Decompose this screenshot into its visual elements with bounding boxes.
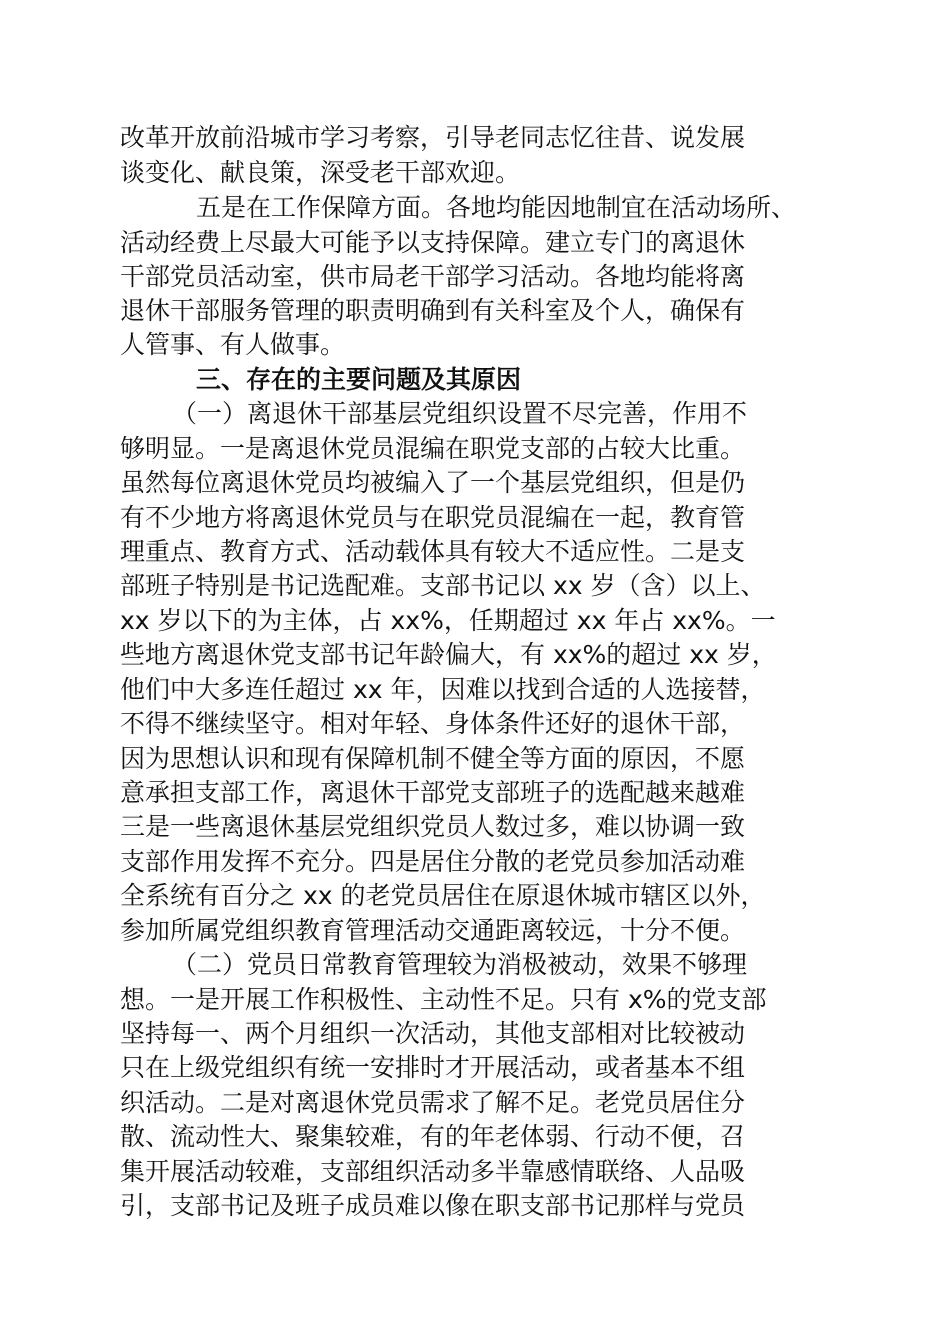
text-line: 些地方离退休党支部书记年龄偏大，有 xx%的超过 xx 岁， — [120, 640, 777, 669]
text-line: 全系统有百分之 xx 的老党员居住在原退休城市辖区以外， — [120, 881, 766, 910]
text-line: 有不少地方将离退休党员与在职党员混编在一起，教育管 — [120, 503, 746, 532]
text-line: 谈变化、献良策，深受老干部欢迎。 — [120, 158, 521, 187]
paragraph-start-line: （一）离退休干部基层党组织设置不尽完善，作用不 — [172, 399, 748, 428]
text-line: 参加所属党组织教育管理活动交通距离较远，十分不便。 — [120, 916, 746, 945]
text-line: 只在上级党组织有统一安排时才开展活动，或者基本不组 — [120, 1053, 746, 1082]
text-line: 够明显。一是离退休党员混编在职党支部的占较大比重。 — [120, 434, 746, 463]
text-line: 不得不继续坚守。相对年轻、身体条件还好的退休干部， — [120, 709, 746, 738]
text-line: 三是一些离退休基层党组织党员人数过多，难以协调一致 — [120, 812, 746, 841]
text-line: 部班子特别是书记选配难。支部书记以 xx 岁（含）以上、 — [120, 571, 766, 600]
text-line: 虽然每位离退休党员均被编入了一个基层党组织，但是仍 — [120, 468, 746, 497]
text-line: 活动经费上尽最大可能予以支持保障。建立专门的离退休 — [120, 228, 746, 257]
text-line: 他们中大多连任超过 xx 年，因难以找到合适的人选接替， — [120, 675, 766, 704]
text-line: 退休干部服务管理的职责明确到有关科室及个人，确保有 — [120, 296, 746, 325]
text-line: 引，支部书记及班子成员难以像在职支部书记那样与党员 — [120, 1191, 746, 1220]
text-line: xx 岁以下的为主体，占 xx%，任期超过 xx 年占 xx%。一 — [120, 606, 776, 635]
text-line: 人管事、有人做事。 — [120, 330, 346, 359]
paragraph-start-line: （二）党员日常教育管理较为消极被动，效果不够理 — [172, 950, 748, 979]
text-line: 干部党员活动室，供市局老干部学习活动。各地均能将离 — [120, 262, 746, 291]
text-line: 想。一是开展工作积极性、主动性不足。只有 x%的党支部 — [120, 985, 767, 1014]
text-line: 散、流动性大、聚集较难，有的年老体弱、行动不便，召 — [120, 1122, 746, 1151]
text-line: 改革开放前沿城市学习考察，引导老同志忆往昔、说发展 — [120, 123, 746, 152]
text-line: 支部作用发挥不充分。四是居住分散的老党员参加活动难 — [120, 847, 746, 876]
text-line: 意承担支部工作，离退休干部党支部班子的选配越来越难 — [120, 778, 746, 807]
section-heading: 三、存在的主要问题及其原因 — [196, 365, 522, 394]
text-line: 因为思想认识和现有保障机制不健全等方面的原因，不愿 — [120, 744, 746, 773]
text-line: 坚持每一、两个月组织一次活动，其他支部相对比较被动 — [120, 1019, 746, 1048]
text-line: 织活动。二是对离退休党员需求了解不足。老党员居住分 — [120, 1088, 746, 1117]
text-line: 理重点、教育方式、活动载体具有较大不适应性。二是支 — [120, 537, 746, 566]
paragraph-start-line: 五是在工作保障方面。各地均能因地制宜在活动场所、 — [196, 193, 797, 222]
text-line: 集开展活动较难，支部组织活动多半靠感情联络、人品吸 — [120, 1157, 746, 1186]
